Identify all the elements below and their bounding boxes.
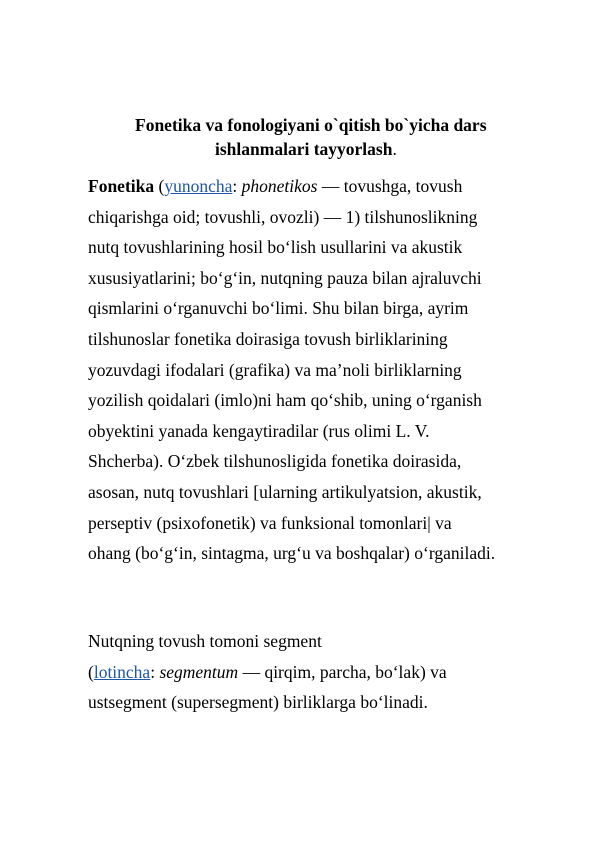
document-title <box>88 113 558 161</box>
paragraph-line: asosan, nutq tovushlari [ularning artikulyatsion, akustik, <box>88 481 482 502</box>
open-paren: ( <box>88 661 94 682</box>
colon: : <box>232 176 242 196</box>
paragraph-line: ustsegment (supersegment) birliklarga bo‘linadi. <box>88 692 428 713</box>
paragraph-line <box>88 657 558 688</box>
paragraph-line: qismlarini o‘rganuvchi bo‘limi. Shu bilan birga, ayrim <box>88 298 469 319</box>
paragraph-line: Nutqning tovush tomoni segment <box>88 631 322 651</box>
link-lotincha[interactable]: lotincha <box>93 661 151 682</box>
paragraph-line: chiqarishga oid; tovushli, ovozli) — 1) tilshunoslikning <box>88 206 478 227</box>
paragraph-segment <box>88 626 558 718</box>
title-line-2 <box>88 137 558 161</box>
open-paren: ( <box>154 176 165 196</box>
term-fonetika: Fonetika <box>88 176 155 196</box>
title-line-2-text: ishlanmalari tayyorlash <box>215 139 393 159</box>
paragraph-line: Shcherba). O‘zbek tilshunosligida fonetika doirasida, <box>88 451 462 472</box>
paragraph-line: tilshunoslar fonetika doirasiga tovush birliklarining <box>88 328 448 349</box>
paragraph-line: yozuvdagi ifodalari (grafika) va ma’noli birliklarning <box>88 359 462 380</box>
paragraph-fonetika <box>88 171 558 569</box>
paragraph-line: xususiyatlarini; bo‘g‘in, nutqning pauza bilan ajraluvchi <box>88 267 482 288</box>
paragraph-line: yozilish qoidalari (imlo)ni ham qo‘shib, uning o‘rganish <box>88 390 482 411</box>
paragraph-line: nutq tovushlarining hosil bo‘lish usullarini va akustik <box>88 237 463 258</box>
colon: : <box>150 661 160 682</box>
line-rest: — tovushga, tovush <box>317 176 463 196</box>
paragraph-line: obyektini yanada kengaytiradilar (rus olimi L. V. <box>88 420 430 441</box>
title-line-1: Fonetika va fonologiyani o`qitish bo`yicha dars <box>135 115 487 135</box>
italic-phonetikos: phonetikos <box>241 176 318 196</box>
paragraph-line: perseptiv (psixofonetik) va funksional tomonlari| va <box>88 512 452 533</box>
line-rest: — qirqim, parcha, bo‘lak) va <box>238 661 447 682</box>
link-yunoncha[interactable]: yunoncha <box>164 176 233 196</box>
italic-segmentum: segmentum <box>159 661 239 682</box>
title-period: . <box>392 139 397 159</box>
paragraph-line: ohang (bo‘g‘in, sintagma, urg‘u va boshqalar) o‘rganiladi. <box>88 543 496 564</box>
paragraph-line <box>88 171 558 202</box>
